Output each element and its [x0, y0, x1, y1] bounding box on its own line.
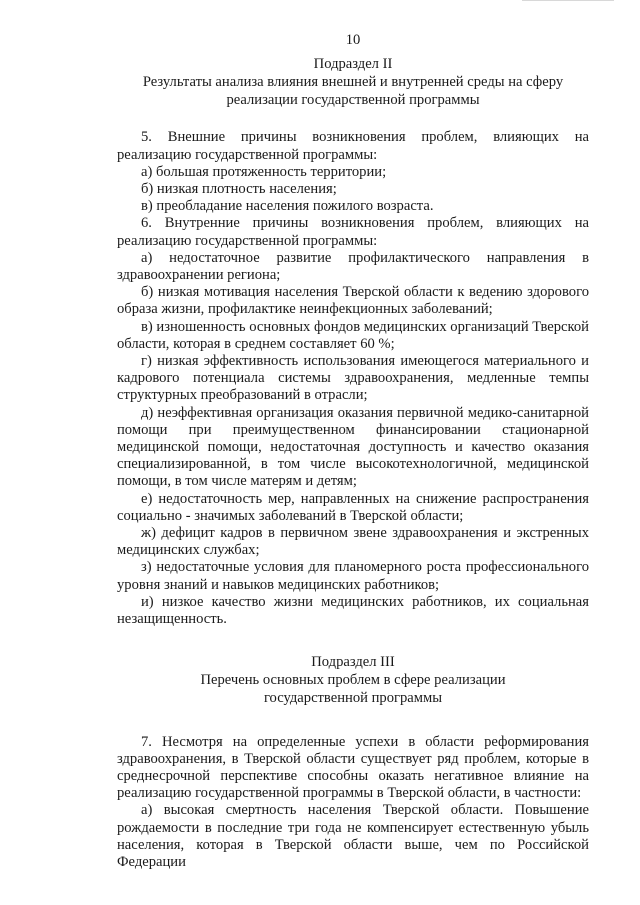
section-3-label: Подраздел III [311, 654, 395, 671]
section-3-title-line-2: государственной программы [263, 689, 443, 706]
section-3-title-line-1: Перечень основных проблем в сфере реализации [200, 672, 506, 689]
list-item: а) недостаточное развитие профилактического направления в здравоохранении региона; [117, 249, 589, 284]
paragraph: 5. Внешние причины возникновения проблем, влияющих на реализацию государственной программы: [117, 129, 589, 163]
list-item: в) преобладание населения пожилого возраста. [141, 198, 434, 215]
scan-artifact [522, 0, 614, 5]
list-item: б) низкая мотивация населения Тверской области к ведению здорового образа жизни, профилактике неинфекционных заболеваний; [117, 284, 589, 318]
list-item: е) недостаточность мер, направленных на снижение распространения социально - значимых заболеваний в Тверской области; [117, 490, 589, 524]
list-item: з) недостаточные условия для планомерного роста профессионального уровня знаний и навыков медицинских работников; [117, 559, 589, 593]
section-2-heading [117, 56, 589, 109]
list-item: и) низкое качество жизни медицинских работников, их социальная незащищенность. [117, 593, 589, 628]
section-3-heading [117, 654, 589, 707]
paragraph: 6. Внутренние причины возникновения проблем, влияющих на реализацию государственной программы: [117, 215, 589, 249]
list-item: г) низкая эффективность использования имеющегося материального и кадрового потенциала системы здравоохранения, медленные темпы структурных преобразований в отрасли; [117, 353, 589, 404]
section-3-body [117, 734, 589, 872]
section-2-body [117, 129, 589, 628]
list-item: в) изношенность основных фондов медицинских организаций Тверской области, которая в среднем составляет 60 %; [117, 318, 589, 352]
section-2-label: Подраздел II [313, 56, 393, 72]
list-item: б) низкая плотность населения; [141, 181, 337, 197]
document-page [117, 30, 589, 871]
section-2-title-line-1: Результаты анализа влияния внешней и внутренней среды на сферу [142, 73, 564, 90]
page-number: 10 [345, 32, 361, 48]
list-item: ж) дефицит кадров в первичном звене здравоохранения и экстренных медицинских службах; [117, 525, 589, 559]
list-item: а) большая протяженность территории; [141, 163, 387, 180]
section-2-title-line-2: реализации государственной программы [226, 91, 480, 108]
list-item: а) высокая смертность населения Тверской области. Повышение рождаемости в последние три года не компенсирует естественную убыль населения, которая в Тверской области выше, чем по Российской Федерации [117, 802, 589, 871]
paragraph: 7. Несмотря на определенные успехи в области реформирования здравоохранения, в Тверской области существует ряд проблем, которые в среднесрочной перспективе способны оказать негативное влияние на реализацию государственной программы в Тверской области, в частности: [117, 733, 589, 802]
list-item: д) неэффективная организация оказания первичной медико-санитарной помощи при преимущественном финансировании стационарной медицинской помощи, недостаточная доступность и качество оказания специализированной, в том числе высокотехнологичной, медицинской помощи, в том числе матерям и детям; [117, 404, 589, 490]
